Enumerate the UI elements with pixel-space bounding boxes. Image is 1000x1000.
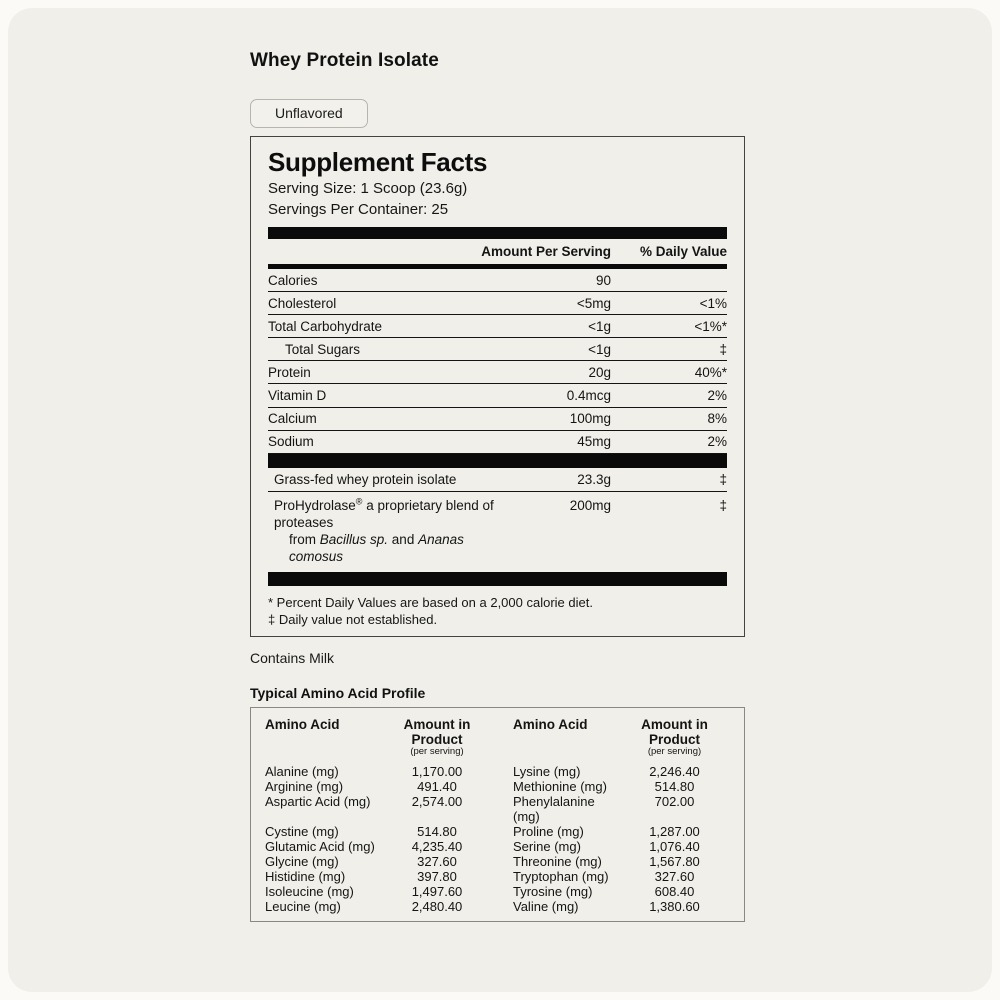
fact-amount: <1g xyxy=(588,341,611,357)
amino-name: Aspartic Acid (mg) xyxy=(265,793,371,809)
amino-name: Cystine (mg) xyxy=(265,823,339,839)
amino-row xyxy=(265,869,730,884)
amount-per-serving-header: Amount Per Serving xyxy=(481,244,611,259)
amino-row xyxy=(265,854,730,869)
fact-daily-value: ‡ xyxy=(719,341,727,357)
fact-label: Protein xyxy=(268,364,311,380)
fact-label: Sodium xyxy=(268,434,314,450)
amino-name: Tyrosine (mg) xyxy=(513,883,593,899)
fact-amount: <1g xyxy=(588,318,611,334)
fact-label: Total Carbohydrate xyxy=(268,318,383,334)
footnote-not-established: ‡ Daily value not established. xyxy=(268,611,438,627)
ingredient-description: a proprietary blend of proteases xyxy=(274,497,494,530)
amino-amount: 608.40 xyxy=(654,883,695,899)
fact-row-sodium xyxy=(268,431,727,454)
fact-row-protein xyxy=(268,361,727,384)
fact-label: Total Sugars xyxy=(285,341,361,357)
ingredient-source-line xyxy=(274,531,521,565)
ingredient-row-prohydrolase xyxy=(268,492,727,572)
fact-label: Calories xyxy=(268,272,318,288)
per-serving-label-left: (per serving) xyxy=(410,745,464,757)
fact-daily-value: <1%* xyxy=(694,318,727,334)
fact-amount: 20g xyxy=(588,364,611,380)
amino-name: Histidine (mg) xyxy=(265,868,346,884)
ingredient-amount: 23.3g xyxy=(577,471,611,487)
amino-row xyxy=(265,764,730,779)
source-prefix: from xyxy=(289,531,320,547)
amino-name: Phenylalanine (mg) xyxy=(513,793,595,824)
species-name: Bacillus sp. xyxy=(319,531,389,547)
amino-name: Threonine (mg) xyxy=(513,853,602,869)
fact-daily-value: 40%* xyxy=(694,364,727,380)
amino-name: Serine (mg) xyxy=(513,838,581,854)
amino-amount: 702.00 xyxy=(654,793,695,809)
fact-daily-value: 2% xyxy=(707,388,727,404)
amino-amount: 327.60 xyxy=(654,868,695,884)
flavor-chip[interactable]: Unflavored xyxy=(250,99,368,128)
amino-acid-header-right: Amino Acid xyxy=(513,716,588,732)
amino-name: Alanine (mg) xyxy=(265,763,339,779)
amino-amount: 1,170.00 xyxy=(411,763,463,779)
fact-label: Vitamin D xyxy=(268,388,327,404)
amino-amount: 514.80 xyxy=(654,778,695,794)
amino-amount: 1,497.60 xyxy=(411,883,463,899)
divider-bar-top xyxy=(268,227,727,239)
servings-per-container: Servings Per Container: 25 xyxy=(268,201,449,218)
amino-name: Tryptophan (mg) xyxy=(513,868,609,884)
amino-name: Glutamic Acid (mg) xyxy=(265,838,375,854)
fact-amount: <5mg xyxy=(576,295,611,311)
amino-amount: 327.60 xyxy=(417,853,457,869)
amino-amount: 2,480.40 xyxy=(411,898,463,914)
registered-mark: ® xyxy=(355,496,363,507)
ingredient-daily-value: ‡ xyxy=(719,471,727,487)
ingredient-amount: 200mg xyxy=(569,497,611,513)
fact-daily-value: 2% xyxy=(707,434,727,450)
fact-amount: 45mg xyxy=(577,434,611,450)
amino-amount: 2,246.40 xyxy=(649,763,700,779)
amino-amount: 4,235.40 xyxy=(411,838,463,854)
fact-daily-value: 8% xyxy=(707,411,727,427)
amino-row xyxy=(265,779,730,794)
allergen-note: Contains Milk xyxy=(250,649,335,666)
amino-amount: 1,287.00 xyxy=(649,823,700,839)
amino-name: Leucine (mg) xyxy=(265,898,341,914)
amino-row xyxy=(265,794,730,824)
fact-row-calcium xyxy=(268,408,727,431)
per-serving-subheaders xyxy=(265,747,730,757)
serving-size: Serving Size: 1 Scoop (23.6g) xyxy=(268,180,468,197)
amino-amount: 1,076.40 xyxy=(649,838,700,854)
amino-name: Glycine (mg) xyxy=(265,853,339,869)
per-serving-label-right: (per serving) xyxy=(647,745,702,757)
amino-acid-header-left: Amino Acid xyxy=(265,716,340,732)
species-name: Ananas comosus xyxy=(289,531,464,564)
amino-column-headers xyxy=(265,717,730,747)
divider-bar-middle xyxy=(268,454,727,468)
fact-row-vitamin-d xyxy=(268,384,727,407)
ingredient-daily-value: ‡ xyxy=(719,497,727,513)
amino-name: Proline (mg) xyxy=(513,823,584,839)
fact-amount: 0.4mcg xyxy=(566,388,611,404)
fact-row-calories xyxy=(268,269,727,292)
amino-row xyxy=(265,824,730,839)
fact-label: Cholesterol xyxy=(268,295,337,311)
fact-amount: 90 xyxy=(595,272,611,288)
amino-name: Arginine (mg) xyxy=(265,778,344,794)
supplement-facts-panel xyxy=(250,136,745,637)
daily-value-header: % Daily Value xyxy=(639,244,727,259)
amino-amount: 1,380.60 xyxy=(649,898,700,914)
footnotes xyxy=(268,594,727,628)
amino-name: Valine (mg) xyxy=(513,898,579,914)
amino-row xyxy=(265,899,730,914)
ingredient-label xyxy=(268,497,521,565)
fact-row-cholesterol xyxy=(268,292,727,315)
brand-name: ProHydrolase xyxy=(274,497,356,513)
amino-row xyxy=(265,884,730,899)
divider-bar-bottom xyxy=(268,572,727,586)
amount-header-right: Amount in Product xyxy=(641,716,708,747)
amino-name: Lysine (mg) xyxy=(513,763,581,779)
source-conjunction: and xyxy=(388,531,419,547)
facts-column-headers xyxy=(268,239,727,264)
amount-header-left: Amount in Product xyxy=(403,716,471,747)
amino-amount: 514.80 xyxy=(417,823,457,839)
fact-amount: 100mg xyxy=(569,411,611,427)
amino-profile-heading: Typical Amino Acid Profile xyxy=(250,684,426,701)
amino-name: Isoleucine (mg) xyxy=(265,883,354,899)
ingredient-row-whey-isolate xyxy=(268,468,727,492)
fact-row-total-carbohydrate xyxy=(268,315,727,338)
product-card xyxy=(8,8,992,992)
amino-amount: 397.80 xyxy=(417,868,457,884)
product-title: Whey Protein Isolate xyxy=(250,50,439,71)
amino-row xyxy=(265,839,730,854)
amino-acid-panel xyxy=(250,707,745,922)
fact-label: Calcium xyxy=(268,411,317,427)
ingredient-label: Grass-fed whey protein isolate xyxy=(274,471,457,487)
amino-name: Methionine (mg) xyxy=(513,778,607,794)
supplement-facts-heading: Supplement Facts xyxy=(268,147,488,177)
amino-amount: 1,567.80 xyxy=(649,853,700,869)
amino-amount: 491.40 xyxy=(417,778,457,794)
footnote-daily-values: * Percent Daily Values are based on a 2,000 calorie diet. xyxy=(268,594,593,610)
fact-row-total-sugars xyxy=(268,338,727,361)
fact-daily-value: <1% xyxy=(699,295,727,311)
amino-amount: 2,574.00 xyxy=(411,793,463,809)
